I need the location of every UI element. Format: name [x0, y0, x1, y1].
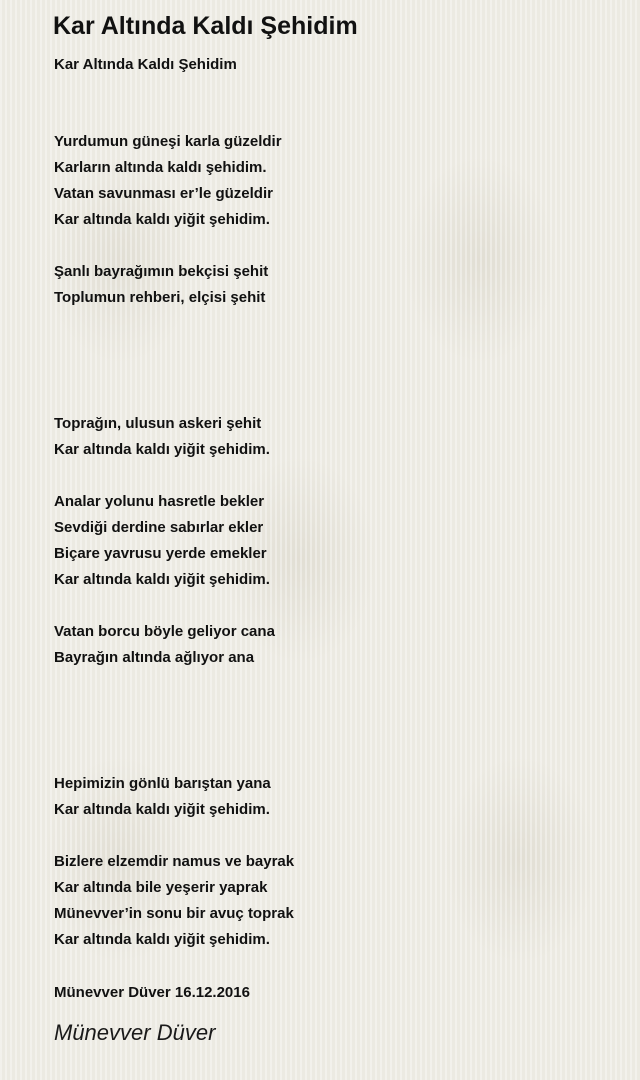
poem-line: Kar altında kaldı yiğit şehidim. [54, 931, 270, 948]
stanza-7 [54, 849, 294, 953]
poem-line: Kar altında kaldı yiğit şehidim. [54, 441, 270, 458]
author-date-line: Münevver Düver 16.12.2016 [54, 984, 250, 1001]
poem-line: Toprağın, ulusun askeri şehit [54, 415, 262, 432]
poem-line: Vatan savunması er’le güzeldir [54, 185, 273, 202]
poem-line: Kar altında kaldı yiğit şehidim. [54, 211, 270, 228]
poem-line: Kar altında bile yeşerir yaprak [54, 879, 268, 896]
stanza-4 [54, 489, 270, 593]
poem-line: Şanlı bayrağımın bekçisi şehit [54, 263, 269, 280]
poem-line: Vatan borcu böyle geliyor cana [54, 623, 275, 640]
stanza-6 [54, 771, 271, 823]
poem-line: Toplumun rehberi, elçisi şehit [54, 289, 266, 306]
author-signature: Münevver Düver [54, 1020, 216, 1045]
poem-line: Yurdumun güneşi karla güzeldir [54, 133, 282, 150]
poem-line: Bayrağın altında ağlıyor ana [54, 649, 255, 666]
poem-line: Bizlere elzemdir namus ve bayrak [54, 853, 295, 870]
page-title: Kar Altında Kaldı Şehidim [53, 12, 358, 40]
poem-line: Biçare yavrusu yerde emekler [54, 545, 267, 562]
stanza-3 [54, 411, 270, 463]
poem-line: Analar yolunu hasretle bekler [54, 493, 265, 510]
stanza-1 [54, 129, 282, 233]
poem-subtitle: Kar Altında Kaldı Şehidim [54, 56, 237, 73]
poem-line: Karların altında kaldı şehidim. [54, 159, 267, 176]
poem-line: Sevdiği derdine sabırlar ekler [54, 519, 264, 536]
stanza-2 [54, 259, 268, 311]
poem-line: Hepimizin gönlü barıştan yana [54, 775, 271, 792]
stanza-5 [54, 619, 275, 671]
poem-line: Kar altında kaldı yiğit şehidim. [54, 571, 270, 588]
poem-line: Kar altında kaldı yiğit şehidim. [54, 801, 270, 818]
poem-line: Münevver’in sonu bir avuç toprak [54, 905, 294, 922]
